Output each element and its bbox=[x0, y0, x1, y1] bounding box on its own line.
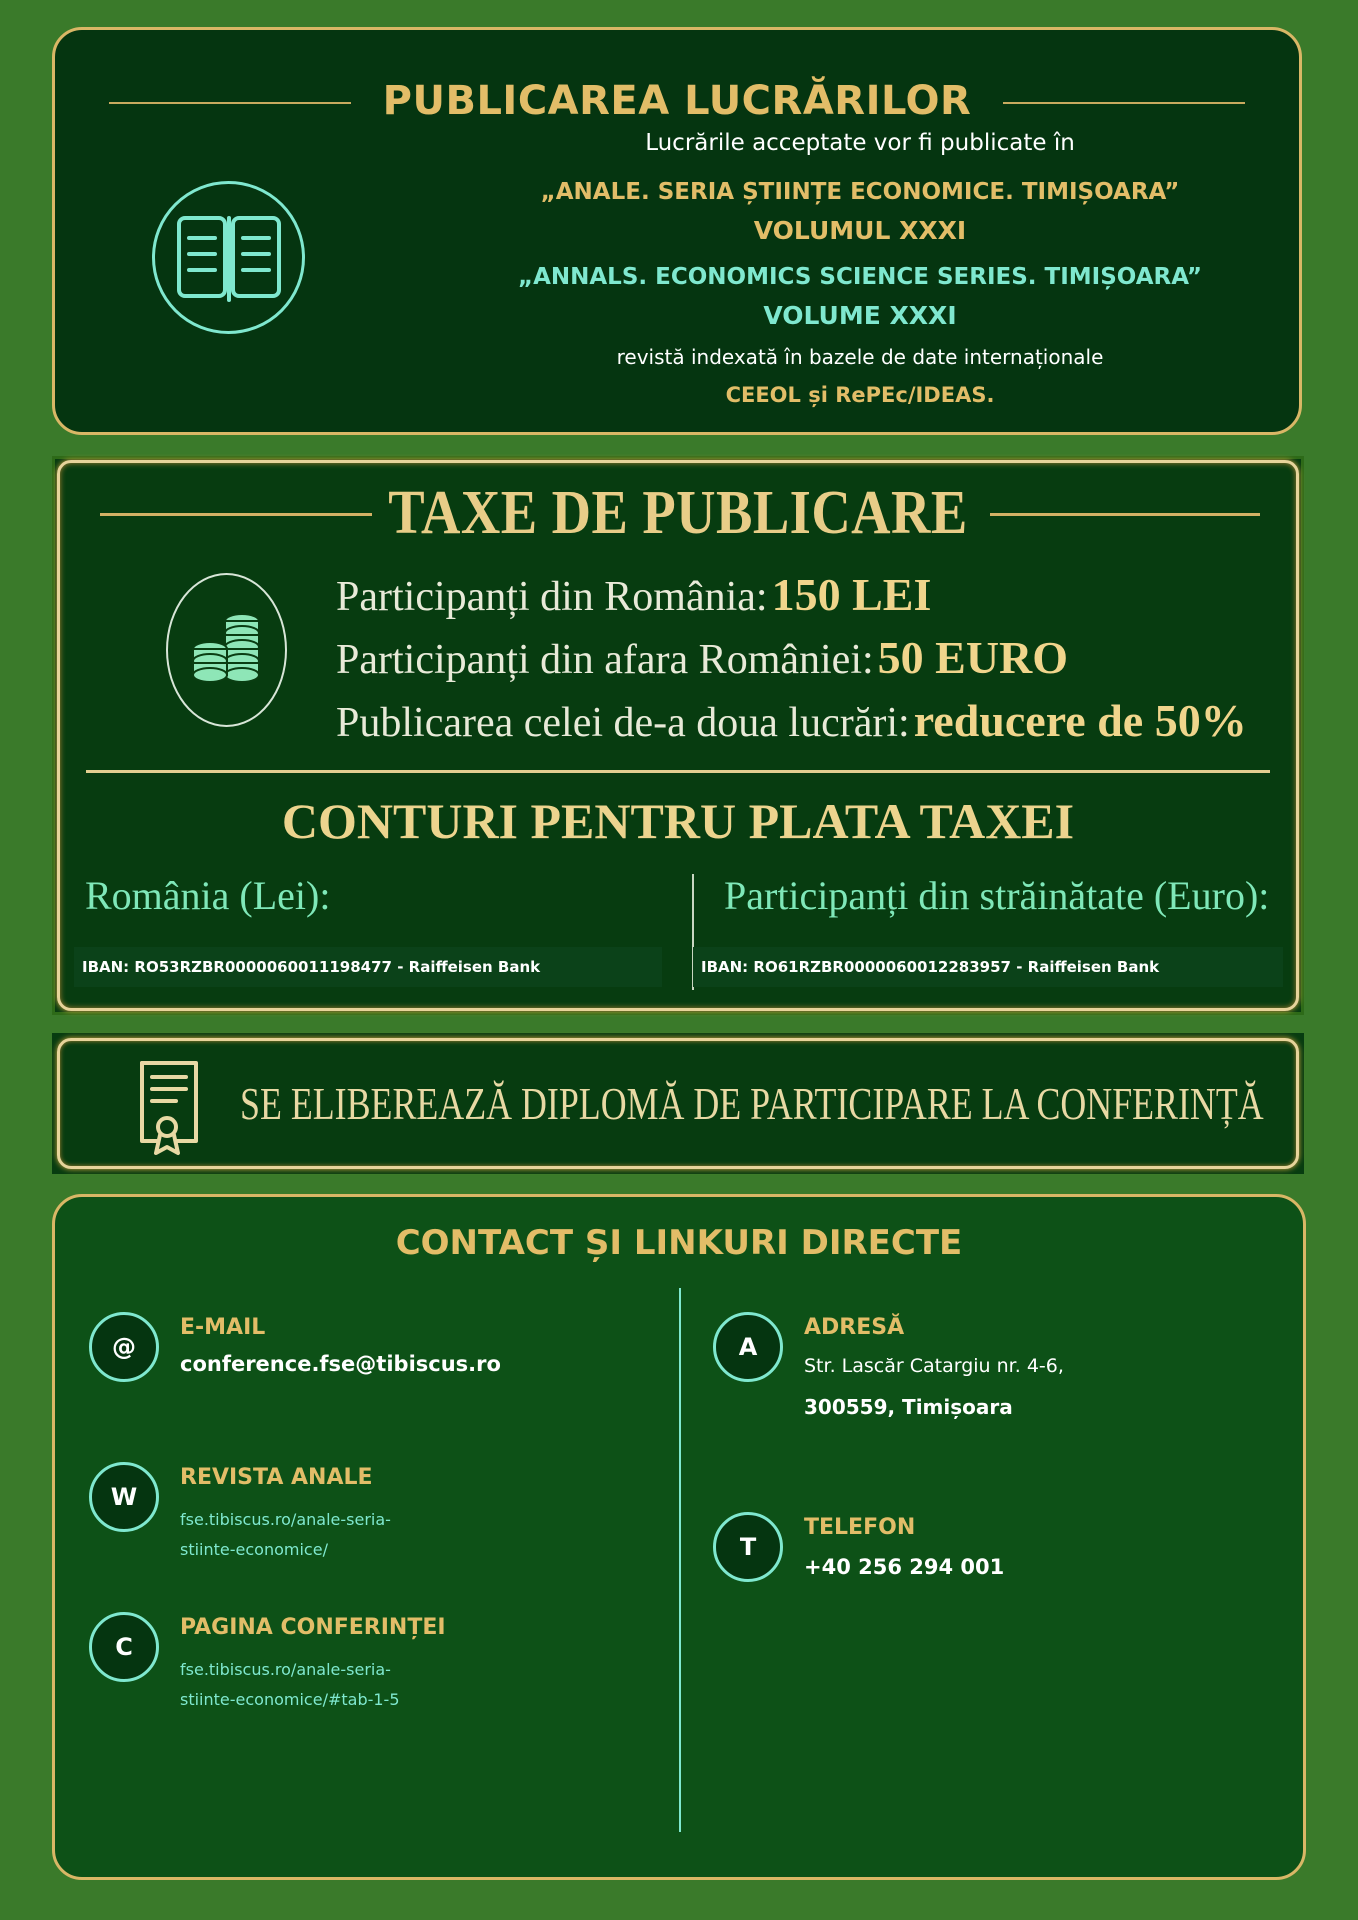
phone-icon: T bbox=[713, 1512, 783, 1582]
phone-label: TELEFON bbox=[804, 1515, 916, 1540]
address-line-1: Str. Lascăr Catargiu nr. 4-6, bbox=[804, 1355, 1064, 1377]
journal-link[interactable] bbox=[180, 1505, 391, 1565]
certificate-icon bbox=[136, 1057, 202, 1157]
fee-label: Participanți din România: bbox=[336, 574, 768, 620]
publishing-intro: Lucrările acceptate vor fi publicate în bbox=[645, 130, 1075, 156]
website-icon: W bbox=[89, 1462, 159, 1532]
foreign-accounts-heading: Participanți din străinătate (Euro): bbox=[724, 873, 1270, 918]
journal-link-line-2: stiinte-economice/ bbox=[180, 1540, 328, 1559]
phone-value[interactable]: +40 256 294 001 bbox=[804, 1555, 1005, 1579]
series-title-ro: „ANALE. SERIA ȘTIINȚE ECONOMICE. TIMIȘOARA” bbox=[540, 179, 1180, 205]
address-label: ADRESĂ bbox=[804, 1315, 905, 1340]
diploma-text: SE ELIBEREAZĂ DIPLOMĂ DE PARTICIPARE LA CONFERINȚĂ bbox=[240, 1078, 1264, 1129]
address-icon: A bbox=[713, 1312, 783, 1382]
fees-title: TAXE DE PUBLICARE bbox=[388, 479, 968, 547]
address-line-2: 300559, Timișoara bbox=[804, 1395, 1013, 1419]
fees-rule-right bbox=[990, 513, 1260, 516]
accounts-title: CONTURI PENTRU PLATA TAXEI bbox=[281, 793, 1075, 849]
fees-card bbox=[52, 456, 1304, 1015]
conference-link-line-2: stiinte-economice/#tab-1-5 bbox=[180, 1690, 400, 1709]
conference-link-line-1: fse.tibiscus.ro/anale-seria- bbox=[180, 1660, 391, 1679]
fee-row-second-paper bbox=[336, 694, 1247, 747]
publishing-title: PUBLICAREA LUCRĂRILOR bbox=[382, 78, 972, 124]
journal-label: REVISTA ANALE bbox=[180, 1465, 373, 1490]
iban-foreign: IBAN: RO61RZBR0000060012283957 - Raiffeisen Bank bbox=[693, 947, 1283, 987]
contact-divider bbox=[679, 1288, 681, 1832]
fee-label: Participanți din afara României: bbox=[336, 637, 874, 683]
fee-row-foreign bbox=[336, 631, 1068, 684]
fee-label: Publicarea celei de-a doua lucrări: bbox=[336, 700, 910, 746]
email-icon: @ bbox=[89, 1312, 159, 1382]
email-value[interactable]: conference.fse@tibiscus.ro bbox=[180, 1352, 501, 1376]
journal-link-line-1: fse.tibiscus.ro/anale-seria- bbox=[180, 1510, 391, 1529]
series-title-en: „ANNALS. ECONOMICS SCIENCE SERIES. TIMIȘOARA” bbox=[517, 264, 1203, 290]
fee-row-romania bbox=[336, 568, 931, 621]
iban-romania: IBAN: RO53RZBR0000060011198477 - Raiffeisen Bank bbox=[74, 947, 662, 987]
publishing-card bbox=[52, 27, 1302, 435]
contact-card bbox=[52, 1194, 1306, 1880]
fee-value: reducere de 50% bbox=[913, 695, 1247, 746]
romania-accounts-heading: România (Lei): bbox=[85, 873, 331, 918]
indexing-databases: CEEOL și RePEc/IDEAS. bbox=[725, 383, 995, 407]
conference-label: PAGINA CONFERINȚEI bbox=[180, 1615, 446, 1640]
email-label: E-MAIL bbox=[180, 1315, 266, 1340]
contact-title: CONTACT ȘI LINKURI DIRECTE bbox=[395, 1223, 963, 1263]
fee-value: 50 EURO bbox=[877, 632, 1069, 683]
volume-ro: VOLUMUL XXXI bbox=[753, 216, 967, 245]
conference-link[interactable] bbox=[180, 1655, 400, 1715]
conference-icon: C bbox=[89, 1612, 159, 1682]
indexed-note: revistă indexată în bazele de date internaționale bbox=[616, 345, 1104, 369]
title-rule-right bbox=[1003, 102, 1245, 104]
diploma-banner bbox=[52, 1033, 1304, 1174]
volume-en: VOLUME XXXI bbox=[763, 301, 957, 330]
publishing-title-row bbox=[55, 56, 1299, 124]
fees-divider bbox=[86, 770, 1270, 773]
book-icon bbox=[152, 181, 305, 334]
coins-icon bbox=[166, 573, 287, 727]
fee-value: 150 LEI bbox=[771, 569, 932, 620]
